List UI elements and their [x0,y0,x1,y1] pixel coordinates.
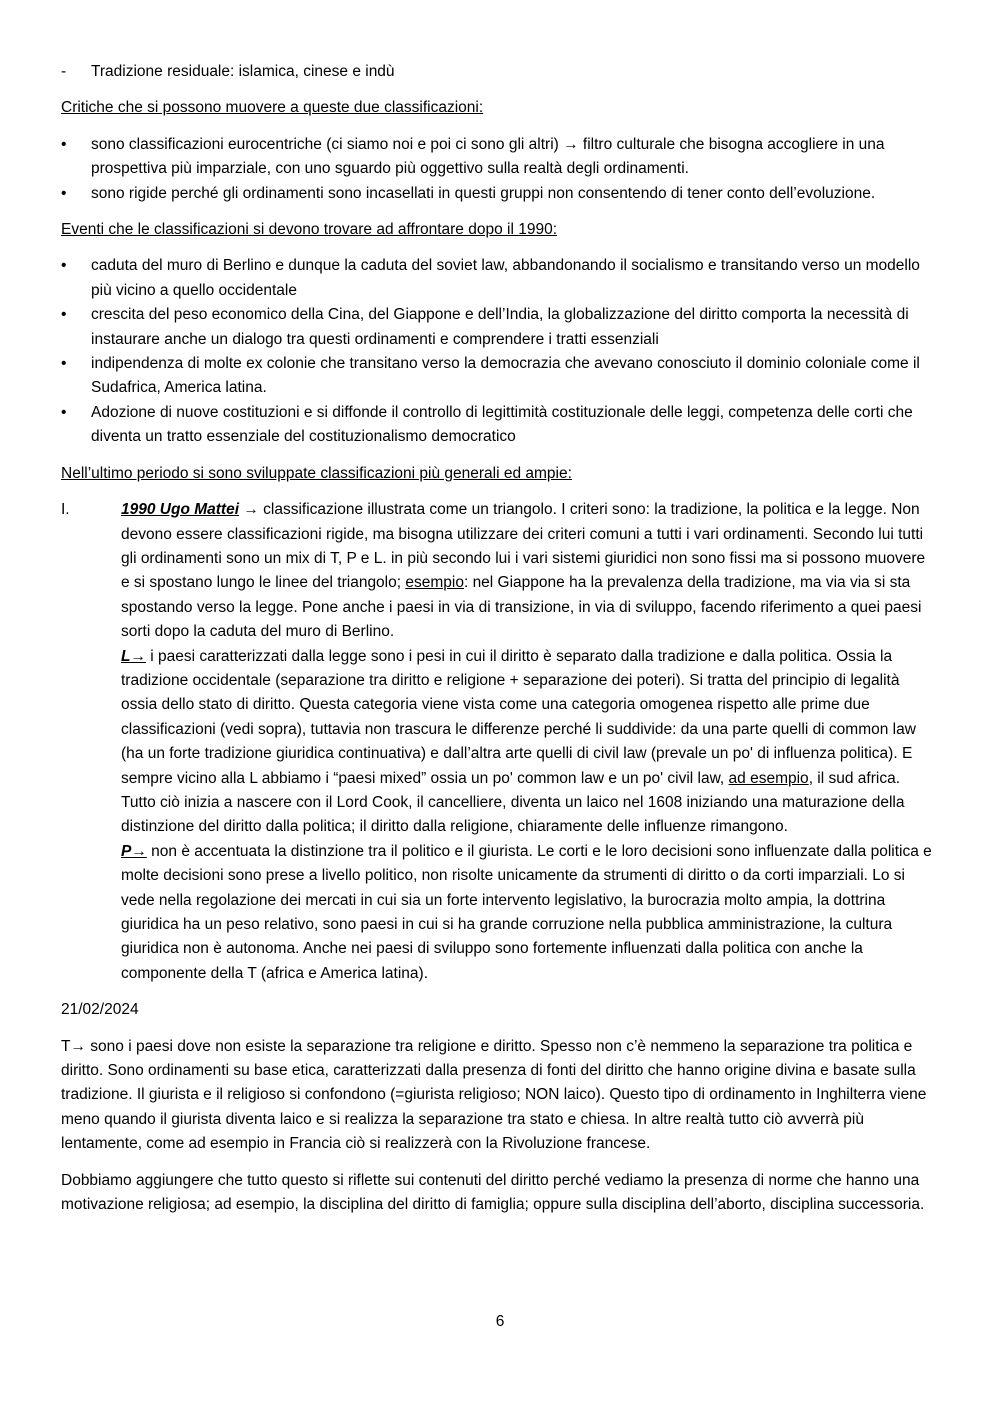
p-paragraph: P→ non è accentuata la distinzione tra il politico e il giurista. Le corti e le loro decisioni sono influenzate dalla politica e molte decisioni sono prese a livello politico, non risolte unicamente da strumenti di diritto o da corti imparziali. Lo si vede nella regolazione dei mercati in cui sia un forte intervento legislativo, la burocrazia molto ampia, la dottrina giuridica ha un peso relativo, sono paesi in cui si ha grande corruzione nella pubblica amministrazione, la cultura giuridica non è autonoma. Anche nei paesi di sviluppo sono fortemente influenzati dalla politica con anche la componente della T (africa e America latina). [121,842,932,982]
arrow-icon: → [243,501,259,519]
mattei-title: 1990 Ugo Mattei [121,501,240,519]
bullet-marker: • [61,184,67,202]
list-item: • sono rigide perché gli ordinamenti sono incasellati in questi gruppi non consentendo di tener conto dell’evoluzione. [61,182,938,206]
bullet-marker: • [61,403,67,421]
example-underlined: ad esempio [728,769,809,787]
list-item: • Adozione di nuove costituzioni e si diffonde il controllo di legittimità costituzionale delle leggi, competenza delle corti che diventa un tratto essenziale del costituzionalismo democratico [61,401,938,450]
list-item: • caduta del muro di Berlino e dunque la caduta del soviet law, abbandonando il socialismo e transitando verso un modello più vicino a quello occidentale [61,254,938,303]
critiche-heading: Critiche che si possono muovere a queste due classificazioni: [61,99,484,117]
bullet-marker: • [61,306,67,324]
arrow-icon: → [563,135,579,153]
ultimo-heading: Nell’ultimo periodo si sono sviluppate classificazioni più generali ed ampie: [61,464,572,482]
bullet-marker: • [61,355,67,373]
bullet-marker: • [61,135,67,153]
roman-numeral: I. [61,501,70,519]
l-paragraph: L→ i paesi caratterizzati dalla legge sono i pesi in cui il diritto è separato dalla tradizione e dalla politica. Ossia la tradizione occidentale (separazione tra diritto e religione + separazione dei poteri). Si tratta del principio di legalità ossia dello stato di diritto. Questa categoria viene vista come una categoria omogenea rispetto alle prime due classificazioni (vedi sopra), tuttavia non trascura le differenze perché li suddivide: da una parte quelli di common law (ha un forte tradizione giuridica continuativa) e dall’altra arte quelli di civil law (prevale un po' di influenza politica). E sempre vicino alla L abbiamo i “paesi mixed” ossia un po' common law e un po' civil law, ad esempio, il sud africa. [121,647,916,787]
critiche-list [61,133,938,206]
eventi-heading: Eventi che le classificazioni si devono trovare ad affrontare dopo il 1990: [61,221,558,239]
list-item: • indipendenza di molte ex colonie che transitano verso la democrazia che avevano conosciuto il dominio coloniale come il Sudafrica, America latina. [61,352,938,401]
list-item: • sono classificazioni eurocentriche (ci siamo noi e poi ci sono gli altri) → filtro culturale che bisogna accogliere in una prospettiva più imparziale, con uno sguardo più oggettivo sulla realtà degli ordinamenti. [61,133,938,182]
arrow-icon: → [70,1037,86,1055]
bullet-marker: • [61,257,67,275]
t-label: T [61,1037,71,1055]
page-number: 6 [495,1313,505,1330]
date-line: 21/02/2024 [61,1001,139,1019]
l-label: L→ [121,647,146,665]
mattei-body [121,498,938,986]
example-underlined: esempio [405,574,464,592]
arrow-icon: → [131,842,147,860]
t-paragraph: T→ sono i paesi dove non esiste la separazione tra religione e diritto. Spesso non c’è nemmeno la separazione tra politica e diritto. Sono ordinamenti su base etica, caratterizzati dalla presenza di fonti del diritto che hanno origine divina e basate sulla tradizione. Il giurista e il religioso si confondono (=giurista religioso; NON laico). Questo tipo di ordinamento in Inghilterra viene meno quando il giurista diventa laico e si realizza la separazione tra stato e chiesa. In altre realtà tutto ciò avverrà più lentamente, come ad esempio in Francia ciò si realizzerà con la Rivoluzione francese. [61,1037,927,1153]
closing-paragraph: Dobbiamo aggiungere che tutto questo si riflette sui contenuti del diritto perché vediamo la presenza di norme che hanno una motivazione religiosa; ad esempio, la disciplina del diritto di famiglia; oppure sulla disciplina dell’aborto, disciplina successoria. [61,1171,925,1214]
residual-tradition-text: Tradizione residuale: islamica, cinese e indù [91,63,395,80]
mattei-paragraph: 1990 Ugo Mattei → classificazione illustrata come un triangolo. I criteri sono: la tradizione, la politica e la legge. Non devono essere classificazioni rigide, ma bisogna utilizzare dei criteri comuni a tutti i vari ordinamenti. Secondo lui tutti gli ordinamenti sono un mix di T, P e L. in più secondo lui i vari sistemi giuridici non sono fissi ma si possono muovere e si spostano lungo le linee del triangolo; esempio: nel Giappone ha la prevalenza della tradizione, ma via via si sta spostando verso la legge. Pone anche i paesi in via di transizione, in via di sviluppo, facendo riferimento a quei paesi sorti dopo la caduta del muro di Berlino. [121,501,926,641]
mattei-item [61,498,938,986]
dash-marker: - [61,63,67,80]
list-item: • crescita del peso economico della Cina, del Giappone e dell’India, la globalizzazione del diritto comporta la necessità di instaurare anche un dialogo tra questi ordinamenti e comprendere i tratti essenziali [61,303,938,352]
p-label: P→ [121,842,147,860]
residual-tradition-item [61,60,938,84]
eventi-list [61,254,938,449]
lord-cook-paragraph: Tutto ciò inizia a nascere con il Lord Cook, il cancelliere, diventa un laico nel 1608 iniziando una maturazione della distinzione del diritto dalla politica; il diritto dalla religione, chiaramente delle influenze rimangono. [121,793,905,836]
arrow-icon: → [130,647,146,665]
